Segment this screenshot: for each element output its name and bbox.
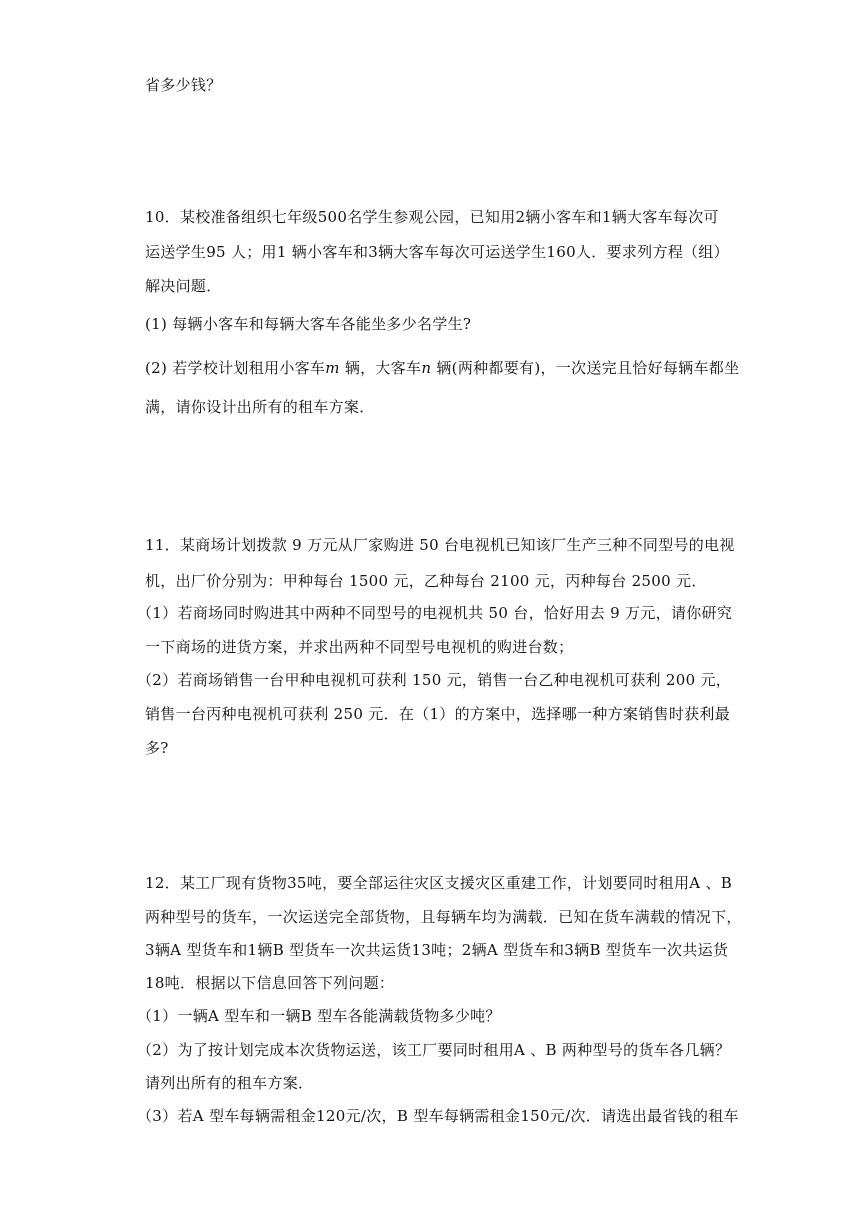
q12-line4: 18吨．根据以下信息回答下列问题： xyxy=(145,974,395,992)
q10-part2-b: 辆，大客车 xyxy=(339,359,422,377)
q10-var-n: n xyxy=(421,359,432,377)
q10-part2-line2: 满，请你设计出所有的租车方案． xyxy=(145,398,375,416)
q11-line3: （1）若商场同时购进其中两种不同型号的电视机共 50 台，恰好用去 9 万元，请你研究 xyxy=(137,604,733,622)
q11-line7: 多? xyxy=(145,739,169,757)
q11-line1: 11．某商场计划拨款 9 万元从厂家购进 50 台电视机已知该厂生产三种不同型号的电视 xyxy=(145,536,735,554)
q11-line2: 机，出厂价分别为：甲种每台 1500 元，乙种每台 2100 元，丙种每台 2500 元． xyxy=(145,572,707,590)
q10-var-m: m xyxy=(325,359,340,377)
q12-line7: 请列出所有的租车方案． xyxy=(145,1074,314,1092)
q10-part2-c: 辆(两种都要有)，一次送完且恰好每辆车都坐 xyxy=(431,359,740,377)
q12-line6: （2）为了按计划完成本次货物运送，该工厂要同时租用A 、B 两种型号的货车各几辆？ xyxy=(137,1041,731,1059)
q10-part2-a: (2) 若学校计划租用小客车 xyxy=(145,359,326,377)
q9-tail-line: 省多少钱？ xyxy=(145,76,222,94)
q10-part1: (1) 每辆小客车和每辆大客车各能坐多少名学生? xyxy=(145,315,472,333)
q10-line2: 运送学生95 人；用1 辆小客车和3辆大客车每次可运送学生160人．要求列方程（组） xyxy=(145,243,729,261)
q12-line2: 两种型号的货车，一次运送完全部货物，且每辆车均为满载．已知在货车满载的情况下， xyxy=(145,908,742,926)
q12-line8: （3）若A 型车每辆需租金120元/次，B 型车每辆需租金150元/次．请选出最省钱的租车 xyxy=(137,1107,739,1125)
q10-part2 xyxy=(145,358,739,378)
q11-line4: 一下商场的进货方案，并求出两种不同型号电视机的购进台数； xyxy=(145,638,574,656)
q12-line5: （1）一辆A 型车和一辆B 型车各能满载货物多少吨？ xyxy=(137,1007,501,1025)
q11-line5: （2）若商场销售一台甲种电视机可获利 150 元，销售一台乙种电视机可获利 200 元， xyxy=(137,671,732,689)
q10-line1: 10．某校准备组织七年级500名学生参观公园，已知用2辆小客车和1辆大客车每次可 xyxy=(145,208,719,226)
q12-line3: 3辆A 型货车和1辆B 型货车一次共运货13吨；2辆A 型货车和3辆B 型货车一次共运货 xyxy=(145,941,729,959)
q12-line1: 12．某工厂现有货物35吨，要全部运往灾区支援灾区重建工作，计划要同时租用A 、B xyxy=(145,874,733,892)
q11-line6: 销售一台丙种电视机可获利 250 元．在（1）的方案中，选择哪一种方案销售时获利最 xyxy=(145,705,731,723)
q10-line3: 解决问题． xyxy=(145,277,222,295)
